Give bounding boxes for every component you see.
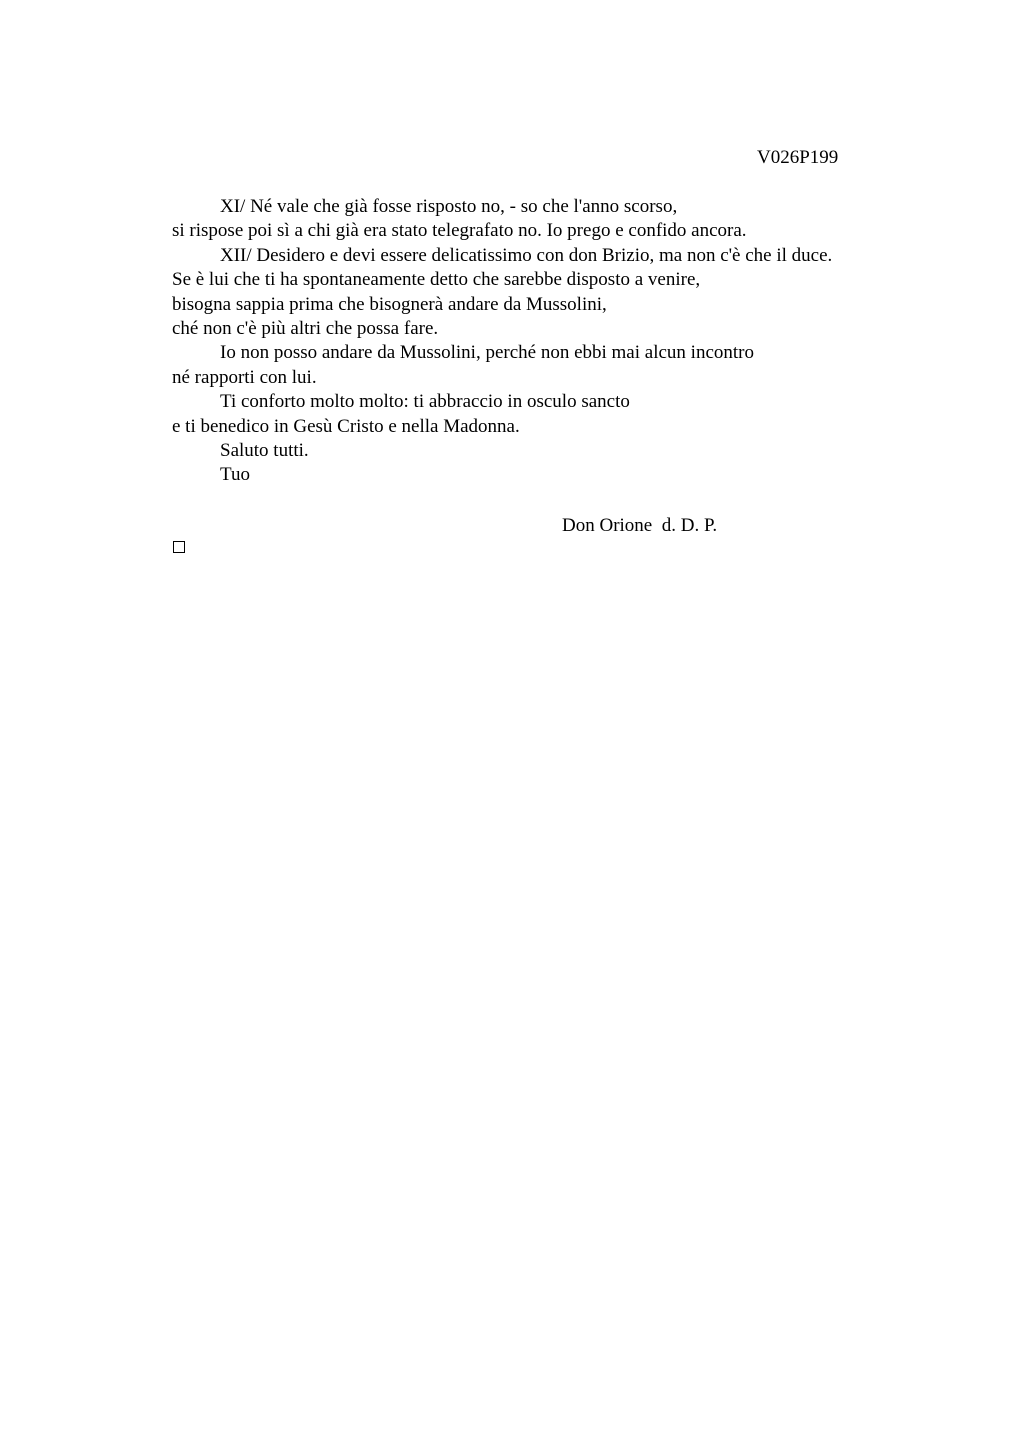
letter-line: Saluto tutti. bbox=[220, 439, 309, 461]
letter-line: Se è lui che ti ha spontaneamente detto che sarebbe disposto a venire, bbox=[172, 269, 701, 291]
signature: Don Orione d. D. P. bbox=[562, 515, 718, 536]
letter-line: Ti conforto molto molto: ti abbraccio in osculo sancto bbox=[220, 391, 630, 413]
letter-line: Tuo bbox=[220, 464, 250, 486]
page-code: V026P199 bbox=[757, 147, 839, 168]
square-outline-icon bbox=[173, 541, 185, 553]
letter-line: bisogna sappia prima che bisognerà andare da Mussolini, bbox=[172, 293, 607, 315]
letter-line: ché non c'è più altri che possa fare. bbox=[172, 317, 439, 339]
letter-line: XI/ Né vale che già fosse risposto no, - so che l'anno scorso, bbox=[220, 196, 678, 217]
letter-line: si rispose poi sì a chi già era stato telegrafato no. Io prego e confido ancora. bbox=[172, 220, 747, 242]
letter-line: Io non posso andare da Mussolini, perché non ebbi mai alcun incontro bbox=[220, 342, 754, 364]
letter-line: né rapporti con lui. bbox=[172, 366, 317, 388]
letter-line: e ti benedico in Gesù Cristo e nella Madonna. bbox=[172, 415, 520, 437]
letter-line: XII/ Desidero e devi essere delicatissimo con don Brizio, ma non c'è che il duce. bbox=[220, 244, 833, 266]
letter-body bbox=[172, 195, 932, 488]
